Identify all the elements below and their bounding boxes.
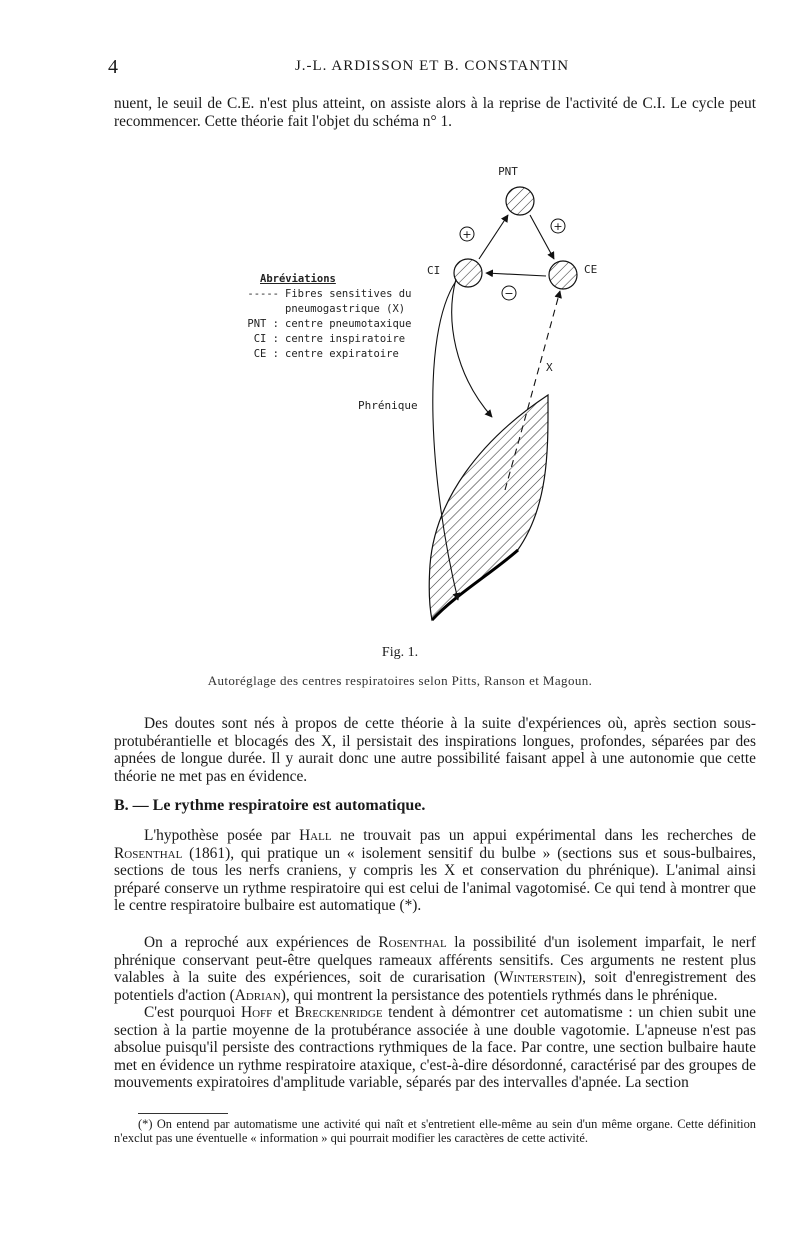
author-name: Rosenthal [378, 934, 447, 951]
ci-label: CI [427, 264, 441, 277]
legend-row: ----- Fibres sensitives du [247, 288, 412, 300]
figure-legend [243, 272, 411, 362]
paragraph-rosenthal: On a reproché aux expériences de Rosenthal la possibilité d'un isolement imparfait, le nerf phrénique conservant peut-être quelques rameaux afférents sensitifs. Ces arguments ne restent plus valables à la suite des expériences, soit de curarisation (Winterstein), soit d'enregistrement des potentiels d'action (Adrian), qui montrent la persistance des potentiels rythmés dans le phrénique. [114, 934, 757, 1004]
legend-row: PNT : centre pneumotaxique [247, 318, 412, 330]
running-head: J.-L. ARDISSON ET B. CONSTANTIN [294, 58, 570, 74]
footnote-rule [138, 1113, 228, 1114]
ce-label: CE [584, 263, 598, 276]
figure-label: Fig. 1. [381, 645, 419, 660]
paragraph-doutes: Des doutes sont nés à propos de cette théorie à la suite d'expériences où, après section sous-protubérantielle et blocagés des X, il persistait des inspirations longues, profondes, séparées par des apnées de longue durée. Il y aurait donc une autre possibilité faisant appel à une autonomie que cette théorie ne met pas en évidence. [114, 715, 756, 785]
paragraph-hoff: C'est pourquoi Hoff et Breckenridge tendent à démontrer cet automatisme : un chien subit une section à la partie moyenne de la protubérance associée à une double vagotomie. L'apneuse n'est pas absolue puisqu'il persiste des contractions rythmiques de la face. Par contre, une section bulbaire haute met en évidence un rythme respiratoire ataxique, c'est-à-dire désordonné, caractérisé par des groupes de mouvements expiratoires d'amplitude variable, séparés par des intervalles d'apnée. La section [114, 1004, 757, 1091]
author-name: Adrian [234, 986, 281, 1004]
legend-title: Abréviations [260, 273, 336, 285]
pnt-to-ce-arrow [530, 215, 554, 259]
ce-to-ci-arrow [486, 273, 546, 276]
page-header [108, 56, 756, 80]
page-number: 4 [108, 56, 118, 78]
ci-to-lung-arrow [452, 279, 492, 417]
nerve-x-label: X [546, 361, 553, 374]
respiratory-center-diagram [230, 155, 650, 635]
ci-to-pnt-arrow [479, 215, 508, 259]
section-heading: B. — Le rythme respiratoire est automatique. [114, 797, 426, 814]
minus-sign: − [504, 287, 514, 300]
plus-sign-left: + [462, 228, 472, 241]
footnote: (*) On entend par automatisme une activité qui naît et s'entretient elle-même au sein d'un même organe. Cette définition n'exclut pas une éventuelle « information » qui pourrait modifier les caractères de cette activité. [114, 1117, 756, 1145]
author-name: Hall [299, 827, 332, 844]
legend-row: CI : centre inspiratoire [253, 333, 406, 345]
author-name: Hoff [240, 1004, 273, 1021]
plus-sign-right: + [553, 220, 563, 233]
author-name: Winterstein [498, 969, 578, 986]
intro-paragraph: nuent, le seuil de C.E. n'est plus atteint, on assiste alors à la reprise de l'activité de C.I. Le cycle peut recommencer. Cette théorie fait l'objet du schéma n° 1. [114, 95, 756, 130]
author-name: Breckenridge [294, 1004, 383, 1021]
phrenique-label: Phrénique [358, 399, 418, 412]
ci-node [454, 259, 482, 287]
figure-caption: Autoréglage des centres respiratoires selon Pitts, Ranson et Magoun. [207, 673, 593, 688]
pnt-node [506, 187, 534, 215]
ce-node [549, 261, 577, 289]
author-name: Rosenthal [114, 844, 183, 862]
legend-row: pneumogastrique (X) [285, 303, 406, 315]
paragraph-hall: L'hypothèse posée par Hall ne trouvait pas un appui expérimental dans les recherches de Rosenthal (1861), qui pratique un « isolement sensitif du bulbe » (sections sus et sous-bulbaires, sections de tous les nerfs craniens, y compris les X et conservation du phrénique). L'animal ainsi préparé conserve un rythme respiratoire qui est celui de l'animal vagotomisé. Ce qui tend à montrer que le centre respiratoire bulbaire est automatique (*). [114, 827, 756, 914]
lung-shape [429, 395, 548, 620]
legend-row: CE : centre expiratoire [253, 348, 399, 360]
pnt-label: PNT [498, 165, 518, 178]
